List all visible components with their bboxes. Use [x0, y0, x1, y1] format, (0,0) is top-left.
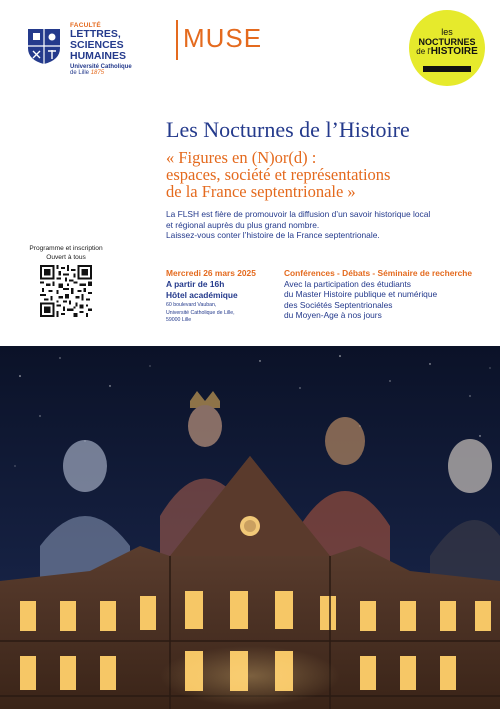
founding-year: 1875 [90, 70, 105, 76]
faculty-name-line1: LETTRES, [70, 28, 121, 40]
address-line: Université Catholique de Lille, [166, 309, 235, 316]
subtitle [166, 149, 390, 200]
event-details [284, 268, 494, 321]
event-address [166, 302, 281, 325]
badge-bar [423, 66, 471, 72]
badge-histoire [409, 47, 485, 56]
details-line: du Master Histoire publique et numérique [284, 289, 438, 300]
badge-nocturnes: NOCTURNES [418, 37, 476, 47]
hotel-academique-night-photo [0, 346, 500, 709]
intro-paragraph [166, 209, 486, 241]
university-city-text: de Lille [70, 70, 90, 76]
nocturnes-badge-logo [409, 10, 485, 86]
details-line: des Sociétés Septentrionales [284, 299, 393, 310]
badge-de: de l' [416, 47, 431, 56]
subtitle-line: espaces, société et représentations [166, 165, 391, 184]
page-title: Les Nocturnes de l’Histoire [166, 117, 410, 142]
muse-logo: MUSE [183, 23, 263, 53]
address-line: 60 boulevard Vauban, [166, 302, 217, 308]
badge-histoire-word: HISTOIRE [430, 46, 478, 57]
university-name: Université Catholique [70, 64, 132, 70]
faculty-name-line2: SCIENCES HUMAINES [70, 39, 127, 62]
university-shield-icon [24, 26, 64, 66]
event-format: Conférences - Débats - Séminaire de recherche [284, 268, 473, 278]
open-to-all-label: Ouvert à tous [46, 254, 86, 261]
event-date: Mercredi 26 mars 2025 [166, 268, 256, 278]
faculty-wordmark [70, 22, 180, 76]
university-city [70, 70, 180, 76]
program-label: Programme et inscription [29, 245, 103, 252]
intro-line: et régional auprès du plus grand nombre. [166, 219, 320, 230]
address-line: 59000 Lille [166, 317, 192, 324]
program-info [14, 244, 118, 262]
header-divider [176, 20, 178, 60]
qr-code[interactable] [40, 265, 92, 317]
event-time: A partir de 16h [166, 279, 225, 289]
header [0, 0, 500, 100]
subtitle-line: de la France septentrionale » [166, 182, 356, 201]
intro-line: Laissez-vous conter l’histoire de la France septentrionale. [166, 230, 380, 241]
badge-les: les [441, 27, 453, 37]
details-line: Avec la participation des étudiants [284, 279, 411, 289]
event-venue: Hôtel académique [166, 290, 238, 300]
intro-line: La FLSH est fière de promouvoir la diffusion d’un savoir historique local [166, 209, 431, 219]
details-line: du Moyen-Age à nos jours [284, 310, 382, 321]
subtitle-line: « Figures en (N)or(d) : [166, 148, 317, 167]
faculty-label: FACULTÉ [70, 22, 101, 29]
event-info [166, 268, 281, 325]
